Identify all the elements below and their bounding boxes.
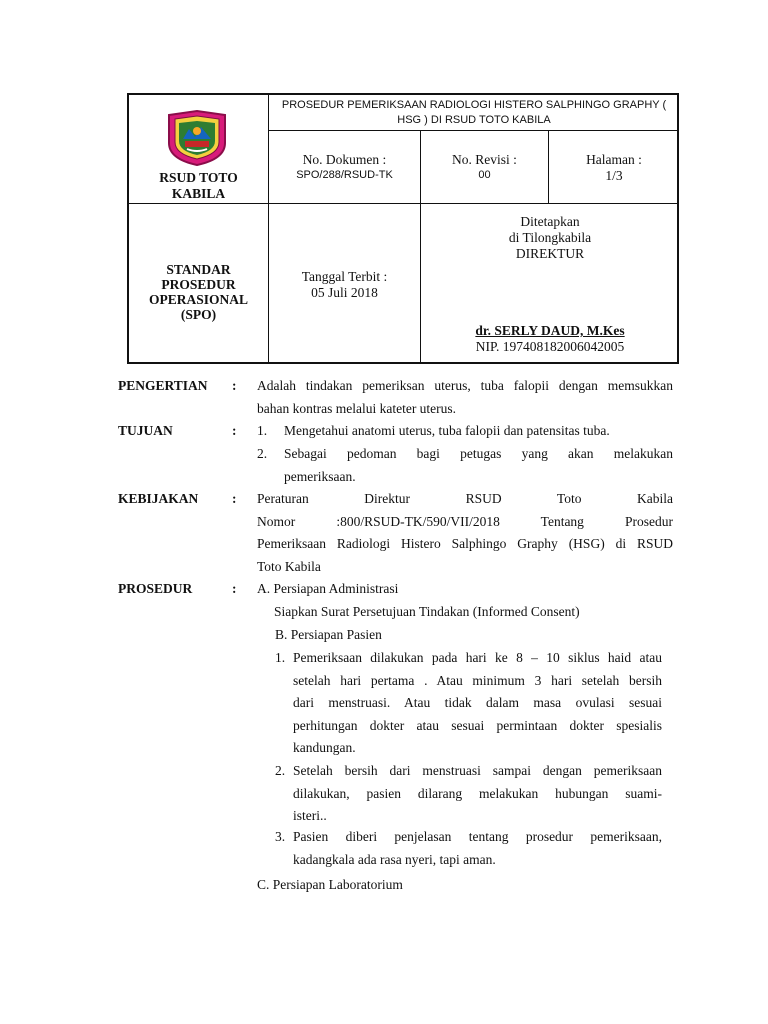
section-label-kebijakan: KEBIJAKAN xyxy=(118,491,199,506)
list-number: 2. xyxy=(257,446,268,461)
spo-line: (SPO) xyxy=(180,307,217,322)
text-line: dilakukan, pasien dilarang melakukan hubungan suami- xyxy=(293,785,662,801)
spo-title xyxy=(129,262,268,322)
colon: : xyxy=(232,423,237,438)
hospital-name-line: RSUD TOTO xyxy=(159,170,238,185)
spo-line: PROSEDUR xyxy=(161,277,236,292)
prosedur-b-title: B. Persiapan Pasien xyxy=(275,627,382,642)
revision-value: 00 xyxy=(478,169,491,181)
section-label-prosedur: PROSEDUR xyxy=(118,581,193,596)
doc-number-label: No. Dokumen : xyxy=(302,152,387,167)
text-line: bahan kontras melalui kateter uterus. xyxy=(257,400,457,416)
issue-date-value: 05 Juli 2018 xyxy=(311,285,378,300)
revision-label: No. Revisi : xyxy=(452,152,517,167)
page-cell xyxy=(549,152,679,184)
title-line: HSG ) DI RSUD TOTO KABILA xyxy=(397,114,551,126)
hospital-name xyxy=(129,170,268,202)
hospital-logo-icon xyxy=(165,109,229,167)
issue-date-cell xyxy=(269,269,420,301)
divider xyxy=(268,130,679,131)
text-line: Pemeriksaan dilakukan pada hari ke 8 – 10 siklus haid atau xyxy=(293,650,662,665)
tujuan-item xyxy=(284,443,673,488)
hospital-name-line: KABILA xyxy=(171,186,226,201)
text-line: kadangkala ada rasa nyeri, tapi aman. xyxy=(293,851,496,867)
spo-line: STANDAR xyxy=(166,262,231,277)
list-number: 3. xyxy=(275,829,286,844)
text-line: Peraturan Direktur RSUD Toto Kabila xyxy=(257,491,673,506)
section-label-tujuan: TUJUAN xyxy=(118,423,173,438)
title-line: PROSEDUR PEMERIKSAAN RADIOLOGI HISTERO SALPHINGO GRAPHY ( xyxy=(281,99,667,111)
doc-number-cell xyxy=(269,152,420,183)
text-line: Mengetahui anatomi uterus, tuba falopii dan patensitas tuba. xyxy=(284,423,610,438)
approval-block xyxy=(421,214,679,262)
text-line: Adalah tindakan pemeriksan uterus, tuba falopii dengan memsukkan xyxy=(257,378,673,393)
approval-line: DIREKTUR xyxy=(515,246,585,261)
prosedur-c-title: C. Persiapan Laboratorium xyxy=(257,877,403,892)
text-line: Pasien diberi penjelasan tentang prosedur pemeriksaan, xyxy=(293,829,662,844)
text-line: dari menstruasi. Atau tidak dalam masa ovulasi sesuai xyxy=(293,695,662,711)
colon: : xyxy=(232,581,237,596)
director-block xyxy=(421,323,679,355)
director-nip: NIP. 197408182006042005 xyxy=(475,339,625,354)
approval-line: di Tilongkabila xyxy=(508,230,592,245)
prosedur-a-text: Siapkan Surat Persetujuan Tindakan (Informed Consent) xyxy=(274,604,580,619)
text-line: Setelah bersih dari menstruasi sampai dengan pemeriksaan xyxy=(293,763,662,778)
document-title xyxy=(269,98,679,128)
prosedur-b3 xyxy=(293,826,662,871)
colon: : xyxy=(232,378,237,393)
spo-line: OPERASIONAL xyxy=(148,292,248,307)
issue-date-label: Tanggal Terbit : xyxy=(301,269,388,284)
text-line: kandungan. xyxy=(293,740,356,756)
text-line: setelah hari pertama . Atau minimum 3 hari setelah bersih xyxy=(293,672,662,688)
text-line: Toto Kabila xyxy=(257,558,321,574)
section-label-pengertian: PENGERTIAN xyxy=(118,378,208,393)
prosedur-a-title: A. Persiapan Administrasi xyxy=(257,581,399,596)
doc-number-value: SPO/288/RSUD-TK xyxy=(296,169,393,181)
prosedur-b2 xyxy=(293,760,662,828)
divider xyxy=(129,203,679,204)
tujuan-item xyxy=(284,420,673,443)
director-name: dr. SERLY DAUD, M.Kes xyxy=(475,323,625,338)
list-number: 1. xyxy=(257,423,268,438)
list-number: 2. xyxy=(275,763,286,778)
pengertian-text xyxy=(257,375,673,420)
approval-line: Ditetapkan xyxy=(520,214,580,229)
text-line: isteri.. xyxy=(293,808,327,824)
text-line: Pemeriksaan Radiologi Histero Salphingo Graphy (HSG) di RSUD xyxy=(257,536,673,552)
kebijakan-text xyxy=(257,488,673,578)
colon: : xyxy=(232,491,237,506)
prosedur-b1 xyxy=(293,647,662,760)
text-line: Nomor :800/RSUD-TK/590/VII/2018 Tentang Prosedur xyxy=(257,513,673,529)
header-table xyxy=(127,93,679,364)
list-number: 1. xyxy=(275,650,286,665)
page-value: 1/3 xyxy=(605,168,623,183)
text-line: pemeriksaan. xyxy=(284,468,356,484)
text-line: perhitungan dokter atau sesuai permintaan dokter spesialis xyxy=(293,717,662,733)
revision-cell xyxy=(421,152,548,183)
divider xyxy=(268,95,269,364)
page-label: Halaman : xyxy=(586,152,642,167)
text-line: Sebagai pedoman bagi petugas yang akan melakukan xyxy=(284,446,673,461)
